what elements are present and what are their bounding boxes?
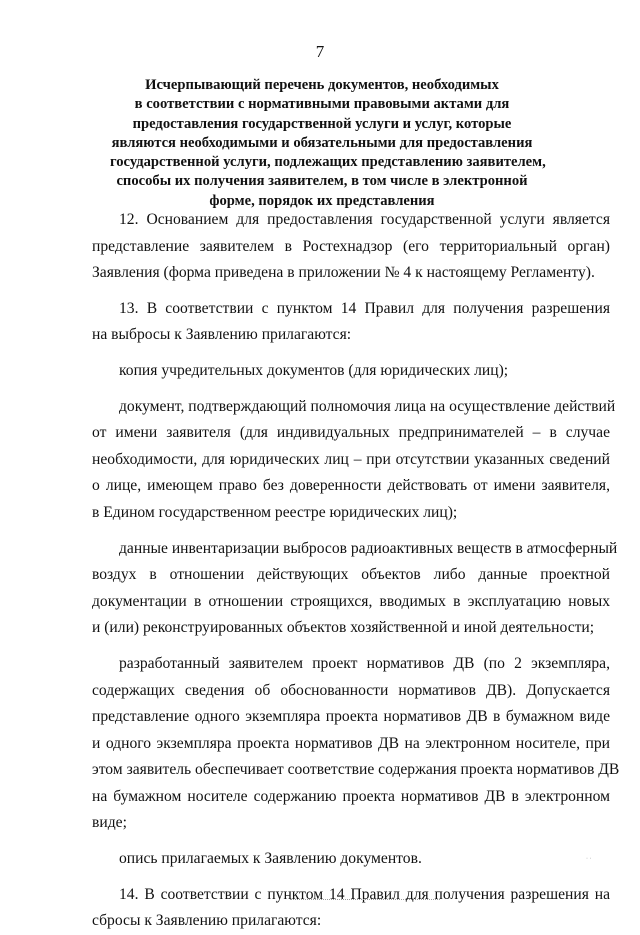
line-text: опись прилагаемых к Заявлению документов. [119, 850, 422, 868]
text-line [92, 394, 616, 421]
text-line [92, 500, 610, 527]
paragraph [92, 207, 610, 287]
line-text: 13. В соответствии с пунктом 14 Правил для получения разрешения [119, 299, 610, 317]
heading-line: являются необходимыми и обязательными для предоставления [111, 134, 533, 151]
line-text: представление одного экземпляра проекта нормативов ДВ в бумажном виде [92, 708, 610, 726]
text-line [92, 296, 610, 323]
text-line [92, 562, 610, 589]
line-text: Заявления (форма приведена в приложении № 4 к настоящему Регламенту). [92, 264, 595, 282]
line-text: на бумажном носителе содержанию проекта нормативов ДВ в электронном [92, 787, 610, 805]
text-line [92, 784, 610, 811]
line-text: документации в отношении строящихся, вводимых в эксплуатацию новых [92, 592, 610, 610]
text-line [92, 420, 610, 447]
text-line [92, 846, 610, 873]
text-line [92, 234, 610, 261]
text-line [92, 473, 610, 500]
line-text: данные инвентаризации выбросов радиоактивных веществ в атмосферный [119, 539, 618, 557]
section-heading [110, 76, 546, 211]
line-text: о лице, имеющем право без доверенности действовать от имени заявителя, [92, 477, 610, 495]
line-text: содержащих сведения об обоснованности нормативов ДВ). Допускается [92, 681, 610, 699]
heading-line: Исчерпывающий перечень документов, необходимых [145, 77, 499, 93]
heading-line: в соответствии с нормативными правовыми актами для [134, 96, 510, 113]
heading-line: государственной услуги, подлежащих представлению заявителем, [110, 154, 546, 171]
scan-speck: · · [586, 856, 592, 862]
text-line [92, 358, 610, 385]
heading-line: способы их получения заявителем, в том числе в электронной [116, 173, 528, 190]
text-line [92, 810, 610, 837]
text-line [92, 260, 610, 287]
line-text: этом заявитель обеспечивает соответствие содержания проекта нормативов ДВ [92, 761, 620, 779]
text-line [92, 704, 610, 731]
line-text: на выбросы к Заявлению прилагаются: [92, 326, 352, 344]
bottom-rule [290, 899, 440, 901]
line-text: и (или) реконструированных объектов хозяйственной и иной деятельности; [92, 619, 595, 637]
text-line [92, 447, 610, 474]
paragraph [92, 358, 610, 385]
text-line [92, 536, 618, 563]
page-number: 7 [315, 42, 325, 61]
text-line [92, 757, 620, 784]
line-text: необходимости, для юридических лиц – при отсутствии указанных сведений [92, 450, 610, 468]
text-line [92, 731, 610, 758]
line-text: в Едином государственном реестре юридических лиц); [92, 503, 458, 521]
paragraph [92, 296, 610, 349]
paragraph [92, 651, 620, 837]
line-text: 12. Основанием для предоставления государственной услуги является [119, 211, 610, 228]
line-text: 14. В соответствии с пунктом 14 Правил для получения разрешения на [119, 885, 610, 903]
heading-line: предоставления государственной услуги и услуг, которые [132, 115, 512, 132]
document-body [92, 207, 620, 935]
line-text: разработанный заявителем проект нормативов ДВ (по 2 экземпляра, [119, 654, 610, 672]
heading-line: форме, порядок их представления [209, 192, 435, 209]
line-text: от имени заявителя (для индивидуальных предпринимателей – в случае [92, 424, 610, 442]
line-text: представление заявителем в Ростехнадзор (его территориальный орган) [92, 237, 610, 255]
line-text: документ, подтверждающий полномочия лица на осуществление действий [119, 397, 616, 415]
line-text: и одного экземпляра проекта нормативов ДВ на электронном носителе, при [92, 734, 610, 752]
line-text: копия учредительных документов (для юридических лиц); [119, 361, 509, 379]
text-line [92, 651, 610, 678]
text-line [92, 882, 610, 909]
line-text: воздух в отношении действующих объектов либо данные проектной [92, 566, 610, 584]
text-line [92, 589, 610, 616]
text-line [92, 678, 610, 705]
text-line [92, 615, 610, 642]
paragraph [92, 846, 610, 873]
line-text: виде; [92, 814, 127, 832]
text-line [92, 322, 610, 349]
paragraph [92, 882, 610, 935]
line-text: сбросы к Заявлению прилагаются: [92, 912, 322, 930]
text-line [92, 207, 610, 234]
paragraph [92, 536, 618, 642]
text-line [92, 908, 610, 935]
paragraph [92, 394, 616, 527]
